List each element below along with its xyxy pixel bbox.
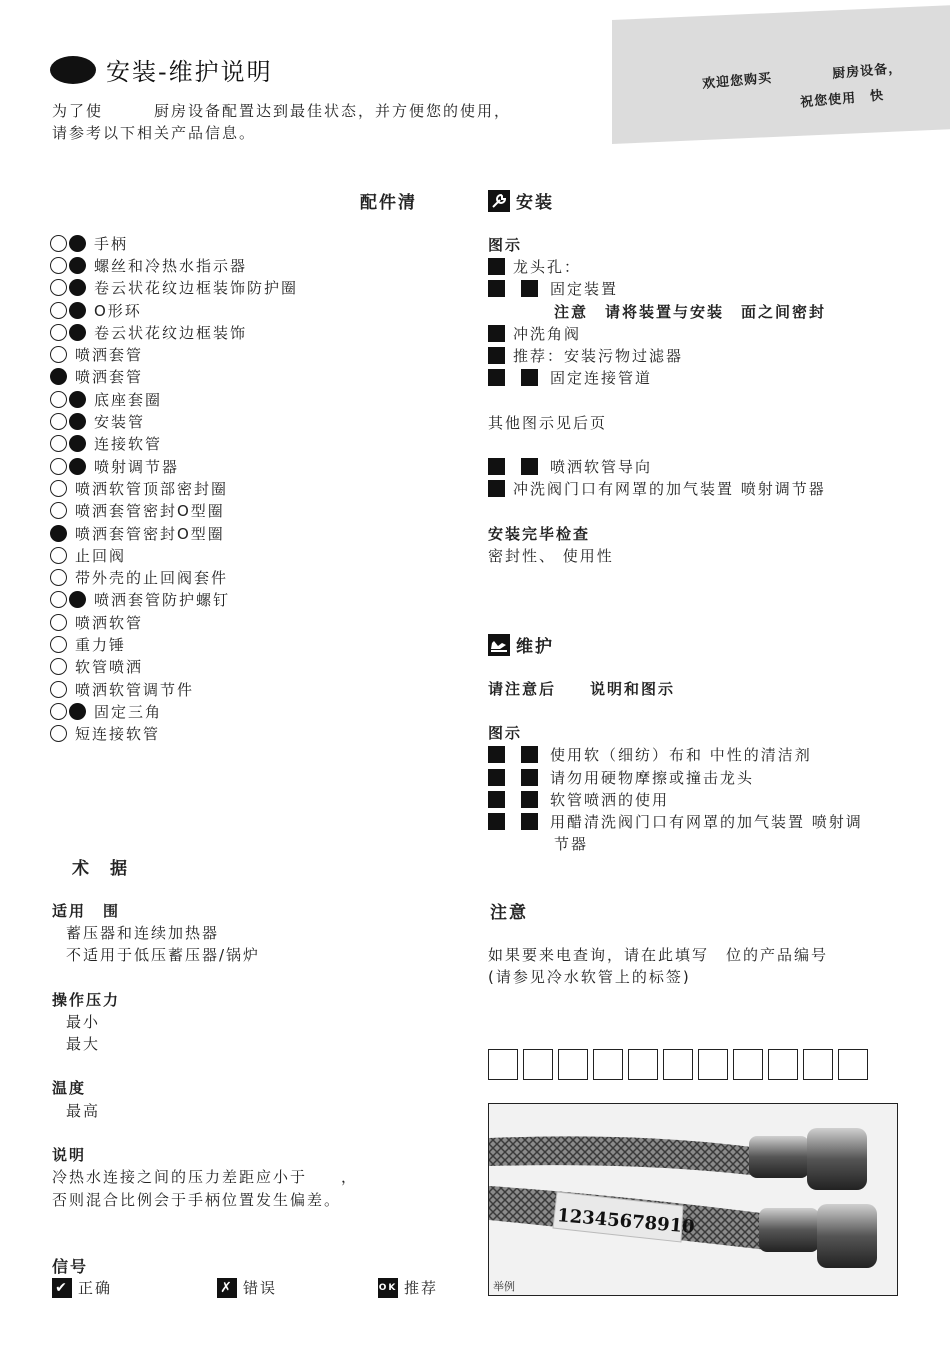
number-cell[interactable]	[593, 1049, 623, 1080]
part-label: 卷云状花纹边框装饰防护圈	[94, 279, 299, 298]
list-item	[50, 321, 450, 343]
install-other-figs: 其他图示见后页	[488, 413, 608, 432]
filled-circle-icon	[69, 703, 86, 720]
list-item	[50, 299, 450, 321]
sign-correct	[52, 1277, 112, 1298]
open-circle-icon	[50, 591, 67, 608]
cleaning-hand-icon	[488, 634, 510, 656]
number-cell[interactable]	[628, 1049, 658, 1080]
install-content	[488, 233, 908, 567]
list-item	[50, 455, 450, 477]
tech-heading: 术 据	[72, 859, 129, 879]
filled-circle-icon	[69, 591, 86, 608]
part-label: 固定三角	[94, 702, 163, 721]
tech-pressure-heading: 操作压力	[52, 990, 121, 1009]
ok-icon: OK	[378, 1278, 398, 1298]
open-circle-icon	[50, 302, 67, 319]
notice-text	[488, 943, 908, 988]
install-step-5: 固定连接管道	[488, 367, 908, 389]
open-circle-icon	[50, 480, 67, 497]
install-step-6: 喷洒软管导向	[488, 455, 908, 477]
filled-circle-icon	[50, 368, 67, 385]
list-item	[50, 678, 450, 700]
checkmark-icon: ✔	[52, 1278, 72, 1298]
tech-range-heading: 适用 围	[52, 901, 121, 920]
figure-marker-icon	[521, 369, 538, 386]
install-step-7: 冲洗阀门口有网罩的加气装置 喷射调节器	[488, 478, 908, 500]
figure-marker-icon	[488, 280, 505, 297]
figure-marker-icon	[488, 325, 505, 342]
figure-marker-icon	[521, 791, 538, 808]
part-label: 短连接软管	[75, 725, 161, 744]
filled-circle-icon	[69, 302, 86, 319]
install-check-heading: 安装完毕检查	[488, 524, 591, 543]
part-label: 螺丝和冷热水指示器	[94, 256, 248, 275]
figure-marker-icon	[488, 258, 505, 275]
figure-marker-icon	[488, 791, 505, 808]
part-label: 喷洒套管密封O型圈	[75, 524, 225, 543]
open-circle-icon	[50, 547, 67, 564]
welcome-text-2: 厨房设备，	[831, 60, 903, 83]
tech-desc-heading: 说明	[52, 1146, 87, 1165]
sign-correct-label: 正确	[78, 1279, 113, 1297]
figure-marker-icon	[521, 458, 538, 475]
list-item	[50, 633, 450, 655]
intro-line-2: 请参考以下相关产品信息。	[52, 124, 257, 142]
install-step-4: 推荐：安装污物过滤器	[488, 344, 908, 366]
maintenance-item-1: 使用软（细纺）布和 中性的清洁剂	[488, 744, 908, 766]
list-item	[50, 277, 450, 299]
list-item	[50, 500, 450, 522]
number-cell[interactable]	[768, 1049, 798, 1080]
filled-circle-icon	[69, 235, 86, 252]
part-label: 软管喷洒	[75, 658, 144, 677]
figure-marker-icon	[488, 769, 505, 786]
open-circle-icon	[50, 703, 67, 720]
hose-label-photo	[488, 1103, 898, 1296]
figure-marker-icon	[521, 280, 538, 297]
welcome-text-3: 祝您使用 快	[799, 88, 885, 111]
filled-circle-icon	[69, 257, 86, 274]
install-step-1: 龙头孔：	[488, 255, 908, 277]
tech-temp-heading: 温度	[52, 1079, 87, 1098]
list-item	[50, 477, 450, 499]
parts-list	[50, 232, 450, 745]
part-label: 重力锤	[75, 635, 127, 654]
install-heading: 安装	[516, 193, 554, 213]
part-label: 带外壳的止回阀套件	[75, 569, 229, 588]
list-item	[50, 589, 450, 611]
tech-range-1: 蓄压器和连续加热器	[66, 923, 220, 942]
open-circle-icon	[50, 569, 67, 586]
welcome-text-1: 欢迎您购买	[701, 70, 773, 93]
tech-range-2: 不适用于低压蓄压器/锅炉	[66, 946, 261, 965]
part-label: 喷洒软管	[75, 613, 144, 632]
list-item	[50, 700, 450, 722]
install-figure-label: 图示	[488, 235, 523, 254]
list-item	[50, 566, 450, 588]
figure-marker-icon	[521, 813, 538, 830]
part-label: 底座套圈	[94, 390, 163, 409]
open-circle-icon	[50, 435, 67, 452]
sign-recommend	[378, 1277, 438, 1298]
filled-circle-icon	[69, 435, 86, 452]
maintenance-item-4-cont: 节器	[554, 835, 589, 854]
open-circle-icon	[50, 324, 67, 341]
figure-marker-icon	[488, 746, 505, 763]
maintenance-item-2: 请勿用硬物摩擦或撞击龙头	[488, 766, 908, 788]
open-circle-icon	[50, 636, 67, 653]
maintenance-section-head	[488, 632, 554, 657]
notice-text-2: (请参见冷水软管上的标签)	[488, 967, 691, 986]
figure-marker-icon	[488, 347, 505, 364]
title-oval-icon	[50, 56, 96, 84]
list-item	[50, 254, 450, 276]
product-number-cells	[488, 1049, 868, 1080]
part-label: 喷洒软管顶部密封圈	[75, 479, 229, 498]
figure-marker-icon	[521, 769, 538, 786]
notice-text-1: 如果要来电查询，请在此填写 位的产品编号	[488, 945, 829, 964]
number-cell[interactable]	[488, 1049, 518, 1080]
part-label: 安装管	[94, 413, 146, 432]
tech-content	[52, 899, 452, 1210]
intro-line-1: 为了使 厨房设备配置达到最佳状态，并方便您的使用，	[52, 102, 512, 120]
cross-icon: ✗	[217, 1278, 237, 1298]
filled-circle-icon	[50, 525, 67, 542]
part-label: 止回阀	[75, 546, 127, 565]
tech-temp-max: 最高	[66, 1101, 101, 1120]
install-step-2: 固定装置	[488, 278, 908, 300]
maintenance-item-3: 软管喷洒的使用	[488, 788, 908, 810]
part-label: 喷洒套管防护螺钉	[94, 591, 231, 610]
number-cell[interactable]	[698, 1049, 728, 1080]
sign-wrong-label: 错误	[243, 1279, 278, 1297]
open-circle-icon	[50, 614, 67, 631]
list-item	[50, 723, 450, 745]
filled-circle-icon	[69, 324, 86, 341]
tech-pressure-max: 最大	[66, 1035, 101, 1054]
install-note: 注意 请将装置与安装 面之间密封	[554, 302, 827, 321]
part-label: 喷洒套管	[75, 368, 144, 387]
part-label: O形环	[94, 301, 142, 320]
list-item	[50, 544, 450, 566]
part-label: 手柄	[94, 234, 129, 253]
list-item	[50, 366, 450, 388]
tech-desc-2: 否则混合比例会于手柄位置发生偏差。	[52, 1190, 342, 1209]
open-circle-icon	[50, 725, 67, 742]
part-label: 喷洒套管	[75, 346, 144, 365]
notice-heading: 注意	[490, 903, 528, 923]
open-circle-icon	[50, 257, 67, 274]
tech-desc-1: 冷热水连接之间的压力差距应小于 ，	[52, 1168, 359, 1187]
maintenance-content	[488, 677, 908, 855]
open-circle-icon	[50, 346, 67, 363]
figure-marker-icon	[488, 813, 505, 830]
figure-marker-icon	[488, 458, 505, 475]
open-circle-icon	[50, 502, 67, 519]
part-label: 喷射调节器	[94, 457, 180, 476]
open-circle-icon	[50, 458, 67, 475]
tech-pressure-min: 最小	[66, 1012, 101, 1031]
number-cell[interactable]	[663, 1049, 693, 1080]
hose-label-number: 12345678910	[556, 1205, 696, 1238]
open-circle-icon	[50, 279, 67, 296]
wrench-icon	[488, 190, 510, 212]
filled-circle-icon	[69, 458, 86, 475]
filled-circle-icon	[69, 413, 86, 430]
open-circle-icon	[50, 235, 67, 252]
number-cell[interactable]	[838, 1049, 868, 1080]
figure-marker-icon	[521, 746, 538, 763]
open-circle-icon	[50, 681, 67, 698]
list-item	[50, 656, 450, 678]
sign-recommend-label: 推荐	[404, 1279, 439, 1297]
sign-wrong	[217, 1277, 277, 1298]
install-section-head	[488, 188, 554, 213]
number-cell[interactable]	[558, 1049, 588, 1080]
figure-marker-icon	[488, 369, 505, 386]
part-label: 喷洒套管密封O型圈	[75, 502, 225, 521]
page-title: 安装-维护说明	[106, 58, 273, 86]
maintenance-note-heading: 请注意后 说明和图示	[488, 679, 676, 698]
open-circle-icon	[50, 413, 67, 430]
figure-marker-icon	[488, 480, 505, 497]
list-item	[50, 232, 450, 254]
list-item	[50, 343, 450, 365]
signs-heading: 信号	[52, 1257, 89, 1276]
maintenance-item-4: 用醋清洗阀门口有网罩的加气装置 喷射调	[488, 810, 908, 832]
intro-text	[52, 100, 511, 144]
list-item	[50, 433, 450, 455]
list-item	[50, 388, 450, 410]
number-cell[interactable]	[803, 1049, 833, 1080]
part-label: 连接软管	[94, 435, 163, 454]
open-circle-icon	[50, 391, 67, 408]
maintenance-figure-label: 图示	[488, 723, 523, 742]
number-cell[interactable]	[733, 1049, 763, 1080]
list-item	[50, 410, 450, 432]
list-item	[50, 611, 450, 633]
parts-heading: 配件清	[360, 193, 417, 213]
open-circle-icon	[50, 658, 67, 675]
part-label: 喷洒软管调节件	[75, 680, 195, 699]
list-item	[50, 522, 450, 544]
install-step-3: 冲洗角阀	[488, 322, 908, 344]
filled-circle-icon	[69, 279, 86, 296]
filled-circle-icon	[69, 391, 86, 408]
number-cell[interactable]	[523, 1049, 553, 1080]
install-check-text: 密封性、 使用性	[488, 546, 614, 565]
part-label: 卷云状花纹边框装饰	[94, 323, 248, 342]
photo-caption: 举例	[493, 1280, 515, 1293]
maintenance-heading: 维护	[516, 637, 554, 657]
